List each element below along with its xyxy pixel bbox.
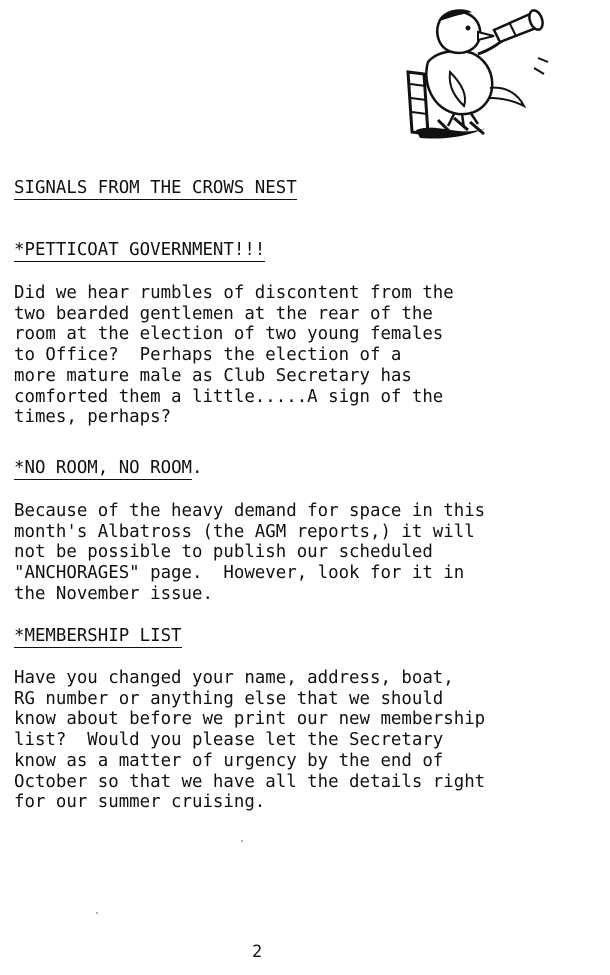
section-heading-text: *PETTICOAT GOVERNMENT!!! — [14, 240, 266, 260]
section-body-petticoat — [14, 283, 454, 428]
body-line: comforted them a little.....A sign of the — [14, 386, 444, 407]
body-line: room at the election of two young females — [14, 324, 444, 345]
page-title — [14, 178, 297, 199]
body-line: know about before we print our new membership — [14, 709, 486, 730]
section-heading-petticoat — [14, 240, 265, 261]
body-line: Did we hear rumbles of discontent from the — [14, 283, 454, 303]
section-heading-star: * — [14, 458, 25, 478]
bird-with-telescope-icon — [398, 2, 558, 142]
body-line: for our summer cruising. — [14, 792, 266, 813]
body-line: Because of the heavy demand for space in this — [14, 501, 486, 521]
section-heading-text: *MEMBERSHIP LIST — [14, 626, 182, 646]
section-heading-text: NO ROOM, NO ROOM — [24, 458, 193, 478]
scan-speck — [96, 912, 98, 914]
scan-speck — [241, 840, 243, 842]
body-line: not be possible to publish our scheduled — [14, 542, 433, 563]
page-title-text: SIGNALS FROM THE CROWS NEST — [14, 178, 297, 198]
body-line: list? Would you please let the Secretary — [14, 730, 444, 751]
body-line: month's Albatross (the AGM reports,) it will — [14, 521, 475, 542]
body-line: Have you changed your name, address, boat, — [14, 668, 454, 688]
body-line: more mature male as Club Secretary has — [14, 365, 412, 386]
body-line: RG number or anything else that we should — [14, 688, 444, 709]
section-heading-membership — [14, 626, 182, 647]
body-line: "ANCHORAGES" page. However, look for it in — [14, 563, 465, 584]
body-line: know as a matter of urgency by the end of — [14, 750, 444, 771]
section-heading-period: . — [192, 458, 203, 478]
body-line: two bearded gentlemen at the rear of the — [14, 303, 433, 324]
body-line: the November issue. — [14, 583, 213, 604]
body-line: to Office? Perhaps the election of a — [14, 345, 402, 366]
section-heading-no-room — [14, 458, 203, 479]
body-line: times, perhaps? — [14, 407, 172, 428]
body-line: October so that we have all the details right — [14, 771, 486, 792]
page-number: 2 — [252, 942, 263, 962]
section-body-membership — [14, 668, 485, 813]
section-body-no-room — [14, 501, 485, 605]
